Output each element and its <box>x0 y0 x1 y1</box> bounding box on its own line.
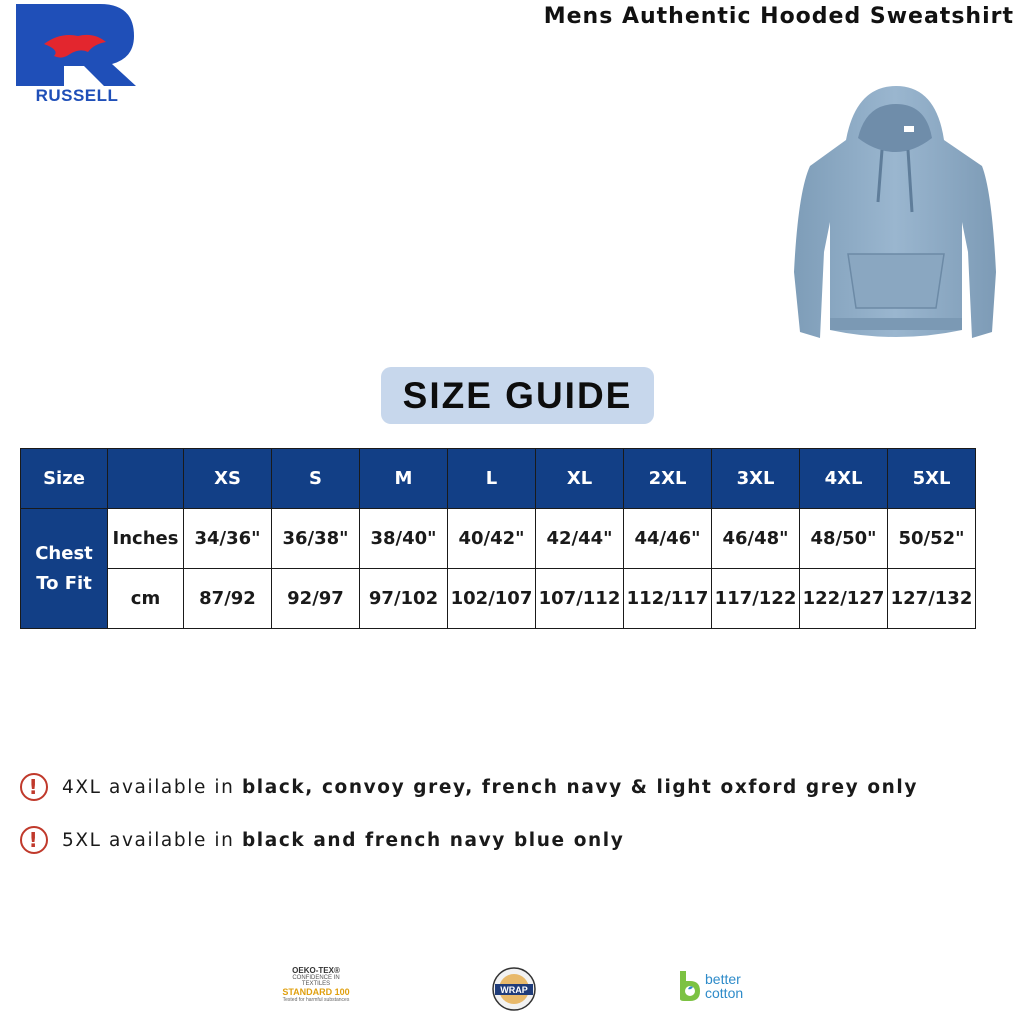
size-m: M <box>360 449 448 509</box>
table-cell: 38/40" <box>360 509 448 569</box>
size-l: L <box>448 449 536 509</box>
table-cell: 122/127 <box>800 569 888 629</box>
table-cell: 92/97 <box>272 569 360 629</box>
to-fit-label: To Fit <box>36 572 92 594</box>
size-header-row <box>21 449 976 509</box>
size-xs: XS <box>184 449 272 509</box>
size-3xl: 3XL <box>712 449 800 509</box>
oeko-line4: Tested for harmful substances <box>282 997 350 1003</box>
cotton-word: cotton <box>705 985 744 1001</box>
note-5xl-prefix: 5XL available in <box>62 829 242 851</box>
size-xl: XL <box>536 449 624 509</box>
oeko-line2: CONFIDENCE IN TEXTILES <box>292 975 340 987</box>
table-cell: 112/117 <box>624 569 712 629</box>
table-cell: 42/44" <box>536 509 624 569</box>
exclamation-icon: ! <box>20 826 48 854</box>
unit-header-blank <box>108 449 184 509</box>
better-cotton-text <box>705 972 743 1000</box>
oeko-line1: OEKO-TEX® <box>292 966 340 975</box>
size-guide-heading: SIZE GUIDE <box>381 367 654 424</box>
note-4xl-prefix: 4XL available in <box>62 776 242 798</box>
exclamation-icon: ! <box>20 773 48 801</box>
table-cell: 40/42" <box>448 509 536 569</box>
russell-logo <box>14 2 140 106</box>
size-s: S <box>272 449 360 509</box>
size-2xl: 2XL <box>624 449 712 509</box>
unit-cm: cm <box>108 569 184 629</box>
wrap-logo <box>489 966 539 1012</box>
chest-to-fit-label <box>21 509 108 629</box>
oeko-line3: STANDARD 100 <box>282 987 350 997</box>
note-5xl-colors: black and french navy blue only <box>241 829 625 851</box>
wrap-text: WRAP <box>500 985 528 995</box>
table-cell: 46/48" <box>712 509 800 569</box>
table-cell: 36/38" <box>272 509 360 569</box>
table-cell: 44/46" <box>624 509 712 569</box>
table-cell: 48/50" <box>800 509 888 569</box>
table-row-cm <box>21 569 976 629</box>
note-4xl-colors: black, convoy grey, french navy & light oxford grey only <box>241 776 919 798</box>
table-cell: 87/92 <box>184 569 272 629</box>
better-word: better <box>705 971 741 987</box>
table-cell: 97/102 <box>360 569 448 629</box>
hoodie-image <box>786 82 1002 358</box>
table-cell: 127/132 <box>888 569 976 629</box>
product-title: Mens Authentic Hooded Sweatshirt <box>543 4 1014 29</box>
table-cell: 107/112 <box>536 569 624 629</box>
table-cell: 102/107 <box>448 569 536 629</box>
better-cotton-b-icon <box>676 969 702 1003</box>
chest-label: Chest <box>35 542 93 564</box>
better-cotton-logo <box>676 966 760 1006</box>
table-cell: 34/36" <box>184 509 272 569</box>
size-4xl: 4XL <box>800 449 888 509</box>
size-5xl: 5XL <box>888 449 976 509</box>
unit-inches: Inches <box>108 509 184 569</box>
note-5xl <box>20 826 624 854</box>
brand-name: RUSSELL <box>35 86 119 105</box>
russell-r-mark <box>14 2 140 86</box>
size-table <box>20 448 976 629</box>
table-cell: 50/52" <box>888 509 976 569</box>
note-4xl <box>20 773 918 801</box>
table-cell: 117/122 <box>712 569 800 629</box>
size-header-label: Size <box>21 449 108 509</box>
oeko-tex-logo <box>281 966 351 1010</box>
table-row-inches <box>21 509 976 569</box>
